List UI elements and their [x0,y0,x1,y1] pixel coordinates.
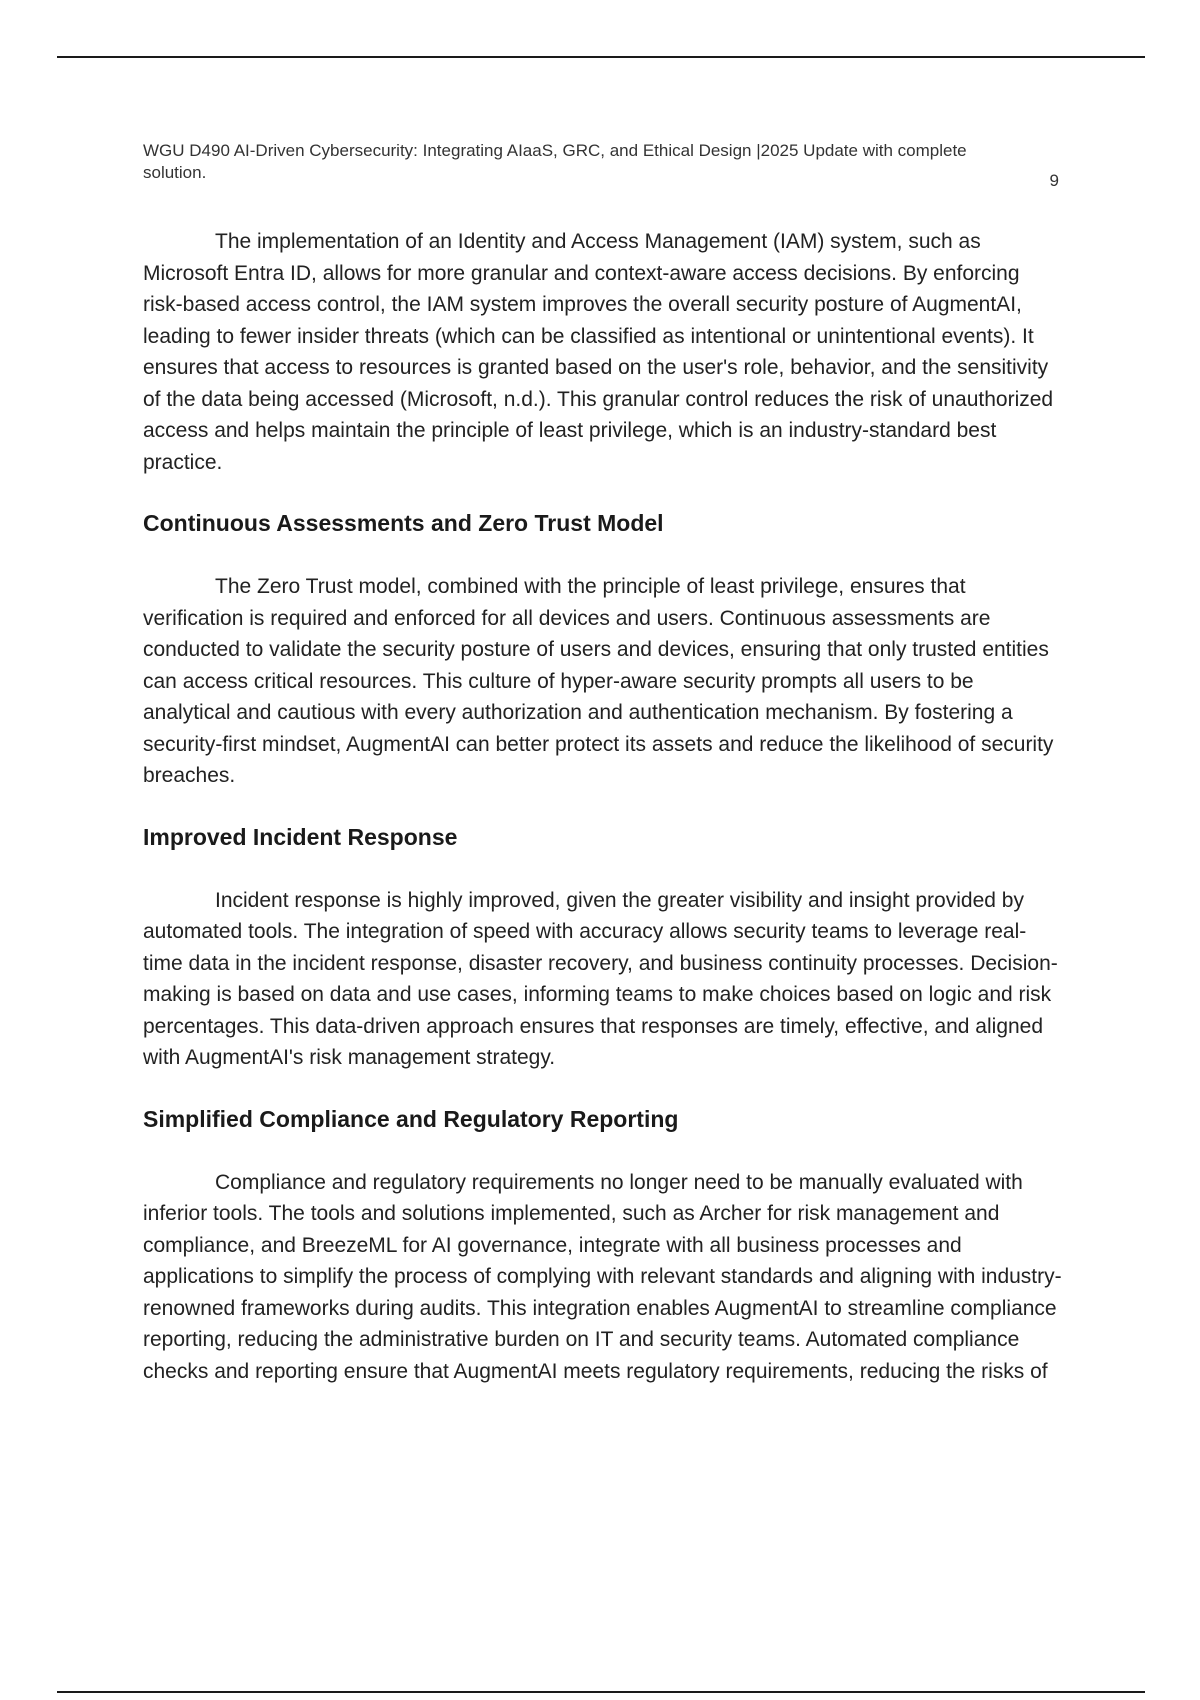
running-header [143,140,1063,190]
header-title: WGU D490 AI-Driven Cybersecurity: Integrating AIaaS, GRC, and Ethical Design |2025 Update with complete solution. [143,141,967,182]
document-page [143,140,1063,1387]
bottom-rule [57,1691,1145,1693]
paragraph-zero-trust: The Zero Trust model, combined with the principle of least privilege, ensures that verification is required and enforced for all devices and users. Continuous assessments are conducted to validate the security posture of users and devices, ensuring that only trusted entities can access critical resources. This culture of hyper-aware security prompts all users to be analytical and cautious with every authorization and authentication mechanism. By fostering a security-first mindset, AugmentAI can better protect its assets and reduce the likelihood of security breaches. [143,575,1054,787]
page-number: 9 [1049,171,1059,190]
paragraph-incident-response: Incident response is highly improved, given the greater visibility and insight provided by automated tools. The integration of speed with accuracy allows security teams to leverage real-time data in the incident response, disaster recovery, and business continuity processes. Decision-making is based on data and use cases, informing teams to make choices based on logic and risk percentages. This data-driven approach ensures that responses are timely, effective, and aligned with AugmentAI's risk management strategy. [143,888,1058,1069]
paragraph-compliance: Compliance and regulatory requirements no longer need to be manually evaluated with inferior tools. The tools and solutions implemented, such as Archer for risk management and compliance, and BreezeML for AI governance, integrate with all business processes and applications to simplify the process of complying with relevant standards and aligning with industry-renowned frameworks during audits. This integration enables AugmentAI to streamline compliance reporting, reducing the administrative burden on IT and security teams. Automated compliance checks and reporting ensure that AugmentAI meets regulatory requirements, reducing the risks of [143,1170,1062,1383]
heading-incident-response: Improved Incident Response [143,823,458,850]
top-rule [57,56,1145,58]
paragraph-iam: The implementation of an Identity and Access Management (IAM) system, such as Microsoft Entra ID, allows for more granular and context-aware access decisions. By enforcing risk-based access control, the IAM system improves the overall security posture of AugmentAI, leading to fewer insider threats (which can be classified as intentional or unintentional events). It ensures that access to resources is granted based on the user's role, behavior, and the sensitivity of the data being accessed (Microsoft, n.d.). This granular control reduces the risk of unauthorized access and helps maintain the principle of least privilege, which is an industry-standard best practice. [143,230,1054,474]
heading-compliance: Simplified Compliance and Regulatory Reporting [143,1105,679,1132]
heading-zero-trust: Continuous Assessments and Zero Trust Model [143,510,664,536]
